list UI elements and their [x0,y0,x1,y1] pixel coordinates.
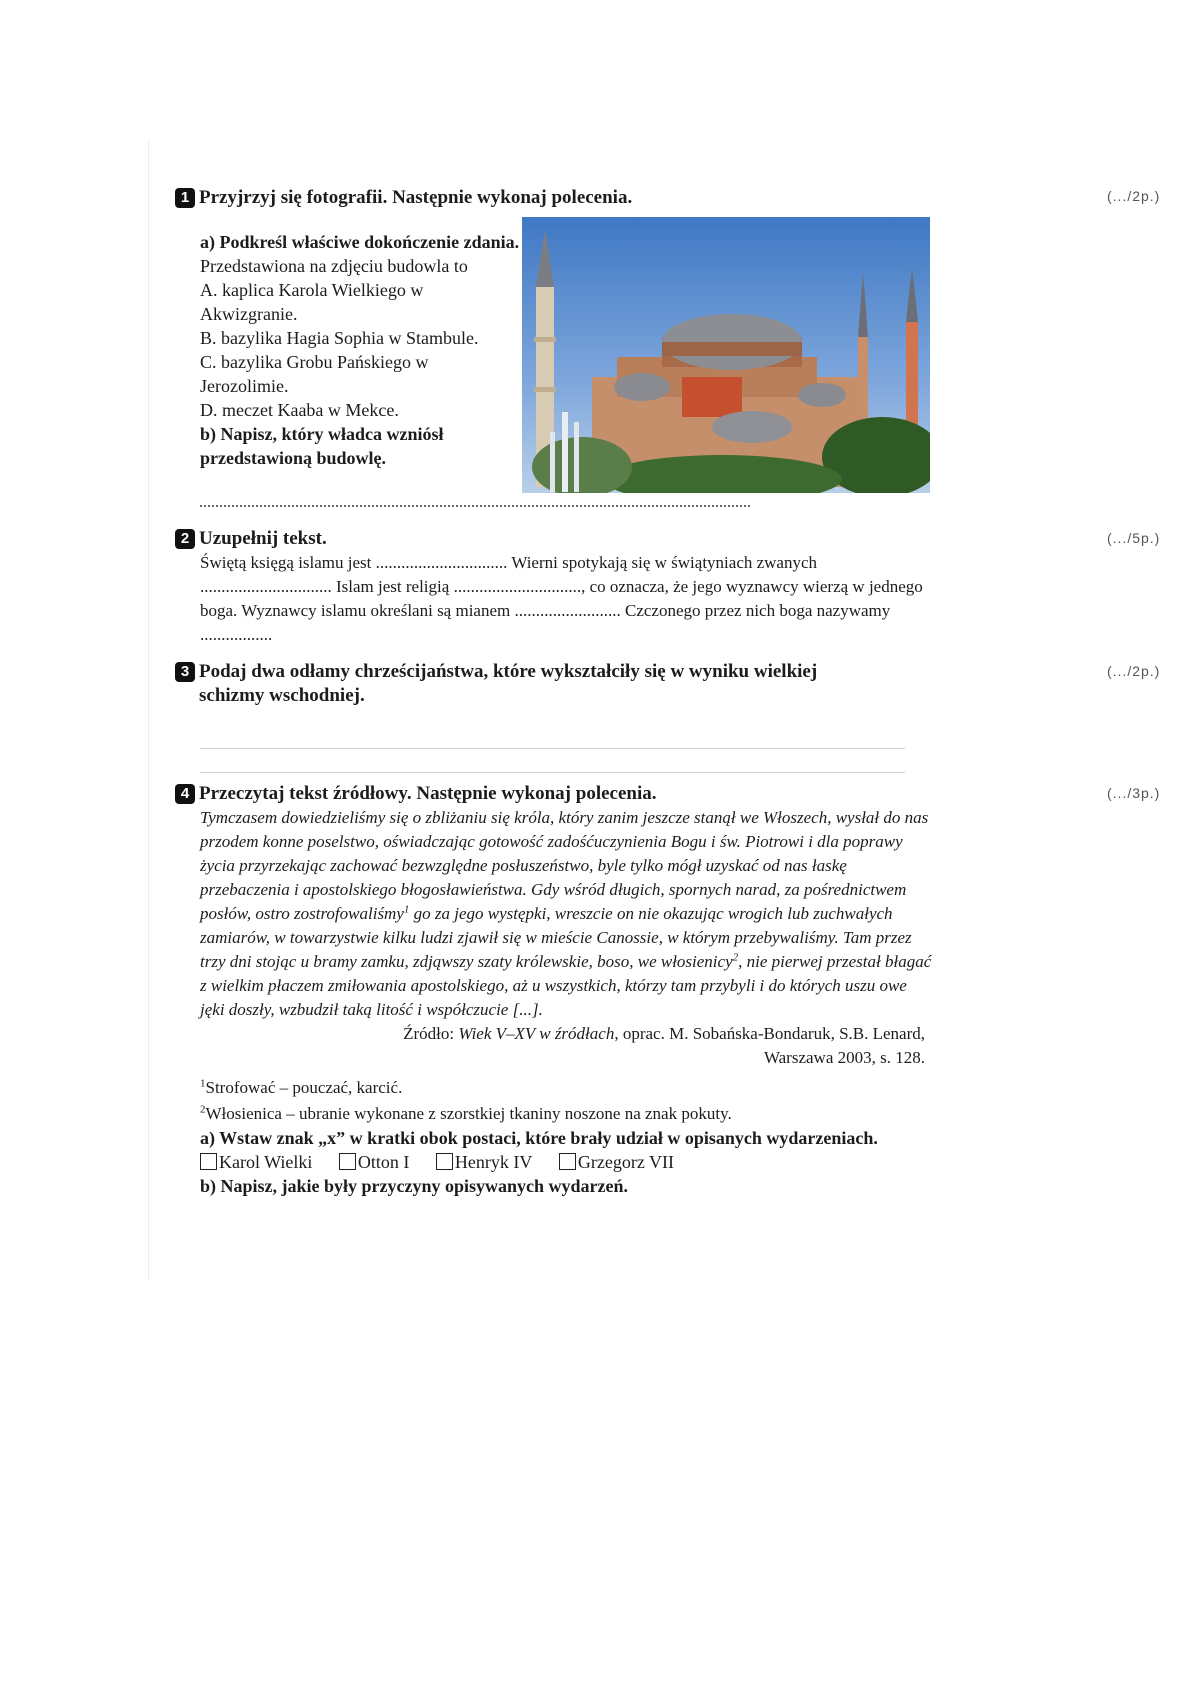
task-2-title: Uzupełnij tekst. [199,528,327,549]
checkbox-grzegorz-vii[interactable] [559,1150,674,1174]
task-4-points: (.../3p.) [1107,785,1161,801]
checkbox-label: Grzegorz VII [577,1152,675,1172]
source-text-part: Tymczasem dowiedzieliśmy się o zbliżaniu się króla, który zanim jeszcze stanął we Włoszech, wysłał do nas przodem konne poselstwo, oświadczając gotowość zadośćuczynienia Bogu i św. Piotrowi i dla poprawy życia przyrzekając zachować bezwzględne posłuszeństwo, byle tylko mógł uzyskać od nas łaskę przebaczenia i apostolskiego błogosławieństwa. Gdy wśród długich, spornych narad, za pośrednictwem posłów, ostro zostrofowaliśmy [200,808,929,923]
checkbox-row [175,1150,935,1174]
footnote-1 [175,1076,935,1100]
footnote-ref: 2 [732,951,739,964]
fill-blank-1[interactable]: .............................. [375,553,504,572]
task-number-badge: 1 [175,188,195,208]
footnote-text: Włosienica – ubranie wykonane z szorstkiej tkaniny noszone na znak pokuty. [205,1104,732,1123]
footnote-number: 2 [200,1103,206,1116]
task-4-a-title: a) Wstaw znak „x” w kratki obok postaci, które brały udział w opisanych wydarzeniach. [200,1128,878,1148]
answer-option-a[interactable]: A. kaplica Karola Wielkiego w Akwizgranie. [200,280,424,324]
task-1-a-lead: Przedstawiona na zdjęciu budowla to [200,256,468,276]
page-margin-line [148,140,149,1280]
footnote-ref: 1 [403,903,410,916]
text-segment: . [268,625,273,644]
task-4-b-title: b) Napisz, jakie były przyczyny opisywanych wydarzeń. [200,1176,629,1196]
task-1-b-title: b) Napisz, który władca wzniósł przedstawioną budowlę. [200,424,444,468]
checkbox-box[interactable] [559,1153,576,1170]
fill-blank-5[interactable]: ................ [200,625,268,644]
task-4 [175,782,935,1198]
task-3-title: Podaj dwa odłamy chrześcijaństwa, które wykształciły się w wyniku wielkiej schizmy wschodniej. [199,661,818,706]
checkbox-box[interactable] [200,1153,217,1170]
answer-option-d[interactable]: D. meczet Kaaba w Mekce. [200,400,399,420]
task-number-badge: 3 [175,662,195,682]
answer-line[interactable] [200,772,905,773]
task-number-badge: 2 [175,529,195,549]
checkbox-label: Henryk IV [454,1152,533,1172]
checkbox-karol-wielki[interactable] [200,1150,312,1174]
source-title: Wiek V–XV w źródłach [458,1024,615,1043]
fill-blank-4[interactable]: ........................ [514,601,617,620]
source-line-2: Warszawa 2003, s. 128. [763,1048,925,1067]
task-1-points: (.../2p.) [1107,188,1161,204]
footnote-number: 1 [200,1077,206,1090]
checkbox-box[interactable] [436,1153,453,1170]
task-3-points: (.../2p.) [1107,663,1161,679]
task-1 [175,186,935,210]
source-rest: , oprac. M. Sobańska-Bondaruk, S.B. Lenard, [614,1024,925,1043]
checkbox-label: Otton I [357,1152,410,1172]
task-2-header [175,527,935,551]
text-segment: . Czczonego przez nich boga nazywamy [616,601,891,620]
hagia-sophia-photo [522,217,930,493]
footnote-2 [175,1102,935,1126]
checkbox-otton-i[interactable] [339,1150,410,1174]
answer-option-b[interactable]: B. bazylika Hagia Sophia w Stambule. [200,328,479,348]
task-1-a-title: a) Podkreśl właściwe dokończenie zdania. [200,232,520,252]
fill-blank-2[interactable]: .............................. [200,577,328,596]
fill-blank-3[interactable]: .............................. [453,577,582,596]
answer-dotted-line[interactable] [200,505,750,507]
checkbox-label: Karol Wielki [219,1152,313,1172]
source-text-part: , nie pierwej przestał błagać z wielkim płaczem zmiłowania apostolskiego, aż u wszystkich, którzy tam przybyli i do których uszu owe jęki doszły, wzbudził taką litość i współczucie [...]. [200,952,932,1019]
task-1-part-a [200,230,520,470]
footnote-text: Strofować – pouczać, karcić. [205,1078,403,1097]
text-segment: Świętą księgą islamu jest [200,553,372,572]
answer-line[interactable] [200,748,905,749]
task-2 [175,527,935,647]
source-text [175,806,935,1022]
task-1-title: Przyjrzyj się fotografii. Następnie wykonaj polecenia. [199,187,633,208]
task-3 [175,660,875,708]
checkbox-box[interactable] [339,1153,356,1170]
checkbox-henryk-iv[interactable] [436,1150,532,1174]
text-segment: , co oznacza, że jego wyznawcy wierzą w jednego boga. Wyznawcy islamu określani są mianem [200,577,923,620]
task-2-points: (.../5p.) [1107,530,1161,546]
task-number-badge: 4 [175,784,195,804]
task-4-title: Przeczytaj tekst źródłowy. Następnie wykonaj polecenia. [199,783,657,804]
task-2-text [175,551,935,647]
task-1-header [175,186,935,210]
task-3-header [175,660,875,708]
task-4-header [175,782,935,806]
source-label: Źródło: [403,1024,459,1043]
source-text-part: go za jego występki, wreszcie on nie okazując wrogich lub zuchwałych zamiarów, w towarzystwie kilku ludzi zjawił się w mieście Canossie, w którym przebywaliśmy. Tam przez trzy dni stojąc u bramy zamku, zdjąwszy szaty królewskie, boso, we włosienicy [200,904,912,971]
source-citation [175,1022,935,1070]
text-segment: . Islam jest religią [327,577,450,596]
text-segment: . Wierni spotykają się w świątyniach zwanych [503,553,818,572]
answer-option-c[interactable]: C. bazylika Grobu Pańskiego w Jerozolimie. [200,352,429,396]
